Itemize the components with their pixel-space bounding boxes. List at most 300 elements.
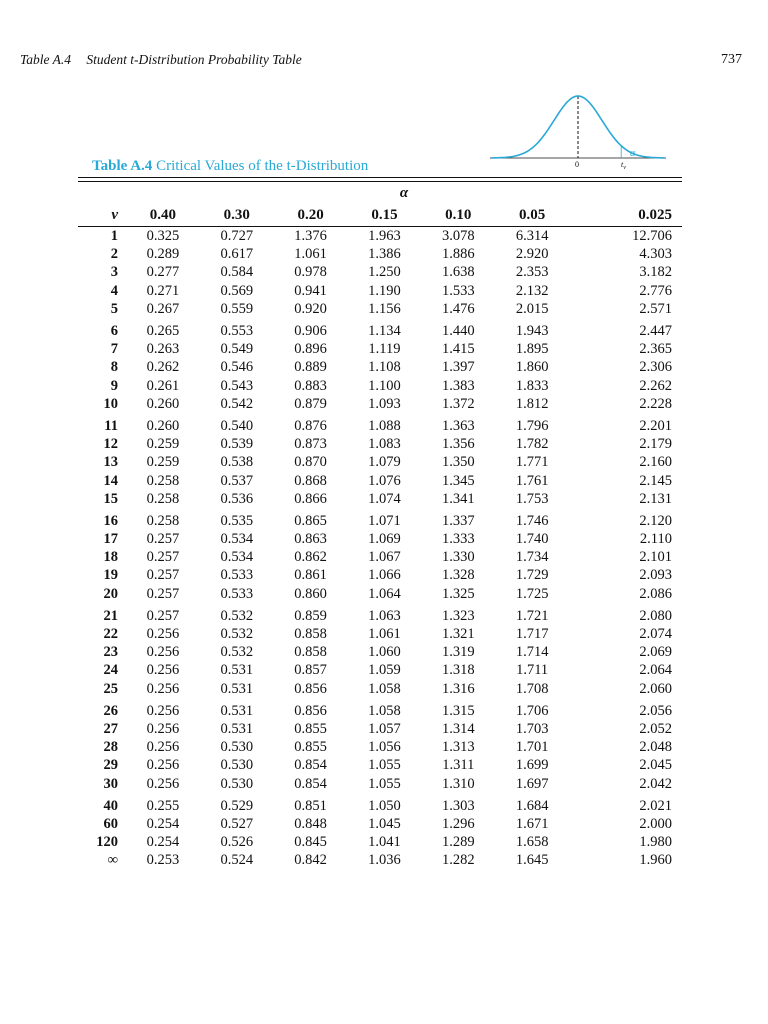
caption-label: Table A.4 <box>92 158 153 174</box>
critical-value-cell: 0.262 <box>146 359 180 376</box>
critical-value-cell: 1.282 <box>441 852 475 869</box>
degrees-of-freedom-cell: 5 <box>110 300 118 317</box>
degrees-of-freedom-cell: 3 <box>110 264 118 281</box>
critical-value-cell: 1.050 <box>368 797 401 814</box>
critical-value-cell: 1.363 <box>441 417 475 434</box>
alpha-header-spacer <box>78 182 126 204</box>
critical-value-cell: 1.190 <box>368 282 401 299</box>
critical-value-cell: 1.706 <box>515 702 549 719</box>
critical-value-cell: 1.250 <box>368 264 401 281</box>
column-header-row <box>78 204 682 227</box>
critical-value-cell: 0.855 <box>294 720 327 737</box>
running-head-table-ref: Table A.4 <box>20 52 72 67</box>
critical-value-cell: 0.258 <box>146 472 180 489</box>
critical-value-cell: 2.262 <box>639 377 672 394</box>
critical-value-cell: 2.145 <box>639 472 672 489</box>
critical-value-cell: 2.069 <box>639 644 672 661</box>
critical-value-cell: 0.842 <box>294 852 327 869</box>
critical-value-cell: 1.771 <box>515 454 549 471</box>
running-head-title: Student t-Distribution Probability Table <box>86 52 302 67</box>
critical-value-cell: 1.289 <box>441 834 475 851</box>
critical-value-cell: 0.267 <box>146 300 180 317</box>
critical-value-cell: 1.782 <box>515 436 549 453</box>
critical-value-cell: 0.261 <box>146 377 180 394</box>
critical-value-cell: 0.531 <box>220 680 254 697</box>
critical-value-cell: 1.323 <box>441 607 475 624</box>
critical-value-cell: 1.397 <box>441 359 475 376</box>
table-row <box>78 661 682 679</box>
critical-value-cell: 2.052 <box>639 720 672 737</box>
critical-value-cell: 1.067 <box>368 549 401 566</box>
critical-value-cell: 0.559 <box>220 300 254 317</box>
critical-value-cell: 1.350 <box>441 454 475 471</box>
degrees-of-freedom-cell: 8 <box>110 359 118 376</box>
critical-value-cell: 0.530 <box>220 775 254 792</box>
critical-value-cell: 4.303 <box>639 246 672 263</box>
column-header-1: 0.30 <box>200 204 274 227</box>
critical-value-cell: 1.330 <box>441 549 475 566</box>
critical-value-cell: 0.265 <box>146 323 180 340</box>
critical-value-cell: 1.476 <box>441 300 475 317</box>
table-row <box>78 395 682 413</box>
caption-text: Critical Values of the t-Distribution <box>156 158 369 174</box>
critical-value-cell: 0.256 <box>146 775 180 792</box>
table-row <box>78 607 682 625</box>
critical-value-cell: 1.311 <box>442 757 475 774</box>
v-header: v <box>111 207 118 224</box>
critical-value-cell: 1.041 <box>368 834 401 851</box>
degrees-of-freedom-cell: 30 <box>103 775 118 792</box>
critical-value-cell: 1.703 <box>515 720 549 737</box>
critical-value-cell: 0.325 <box>146 228 180 245</box>
critical-value-cell: 2.060 <box>639 680 672 697</box>
critical-value-cell: 1.064 <box>368 585 401 602</box>
table-row <box>78 453 682 471</box>
critical-value-cell: 1.321 <box>441 626 475 643</box>
critical-value-cell: 0.255 <box>146 797 180 814</box>
critical-value-cell: 1.063 <box>368 607 401 624</box>
critical-value-cell: 0.549 <box>220 341 254 358</box>
critical-value-cell: 0.889 <box>294 359 327 376</box>
critical-value-cell: 2.064 <box>639 662 672 679</box>
critical-value-cell: 1.960 <box>639 852 672 869</box>
critical-value-cell: 1.645 <box>515 852 549 869</box>
critical-value-cell: 0.256 <box>146 644 180 661</box>
critical-value-cell: 0.857 <box>294 662 327 679</box>
critical-value-cell: 0.531 <box>220 702 254 719</box>
critical-value-cell: 2.086 <box>639 585 672 602</box>
critical-value-cell: 0.543 <box>220 377 254 394</box>
critical-value-cell: 1.895 <box>515 341 549 358</box>
table-row <box>78 797 682 815</box>
critical-value-cell: 0.254 <box>146 815 180 832</box>
critical-value-cell: 1.119 <box>368 341 401 358</box>
critical-value-cell: 1.061 <box>368 626 401 643</box>
critical-value-cell: 0.569 <box>220 282 254 299</box>
table-row <box>78 851 682 869</box>
critical-value-cell: 1.079 <box>368 454 401 471</box>
table-row <box>78 774 682 792</box>
critical-value-cell: 0.978 <box>294 264 327 281</box>
critical-value-cell: 1.812 <box>515 395 549 412</box>
critical-value-cell: 1.658 <box>515 834 549 851</box>
critical-value-cell: 0.860 <box>294 585 327 602</box>
critical-value-cell: 1.083 <box>368 436 401 453</box>
critical-value-cell: 1.156 <box>368 300 401 317</box>
critical-value-cell: 1.341 <box>441 490 475 507</box>
critical-value-cell: 2.120 <box>639 512 672 529</box>
critical-value-cell: 1.345 <box>441 472 475 489</box>
critical-value-cell: 1.860 <box>515 359 549 376</box>
critical-value-cell: 2.365 <box>639 341 672 358</box>
figure-t-subscript: v <box>623 165 626 171</box>
critical-value-cell: 0.906 <box>294 323 327 340</box>
critical-value-cell: 1.093 <box>368 395 401 412</box>
degrees-of-freedom-cell: 120 <box>96 834 118 851</box>
column-header-3: 0.15 <box>348 204 422 227</box>
critical-value-cell: 3.078 <box>441 228 475 245</box>
table-row <box>78 756 682 774</box>
critical-values-table <box>78 182 682 869</box>
degrees-of-freedom-cell: 2 <box>110 246 118 263</box>
critical-value-cell: 1.057 <box>368 720 401 737</box>
critical-value-cell: 1.045 <box>368 815 401 832</box>
critical-value-cell: 0.856 <box>294 680 327 697</box>
table-row <box>78 282 682 300</box>
critical-value-cell: 0.253 <box>146 852 180 869</box>
critical-value-cell: 0.542 <box>220 395 254 412</box>
critical-value-cell: 2.093 <box>639 567 672 584</box>
degrees-of-freedom-cell: 7 <box>110 341 118 358</box>
table-row <box>78 585 682 603</box>
critical-value-cell: 2.306 <box>639 359 672 376</box>
critical-value-cell: 2.015 <box>515 300 549 317</box>
critical-value-cell: 0.277 <box>146 264 180 281</box>
critical-value-cell: 0.546 <box>220 359 254 376</box>
table-row <box>78 815 682 833</box>
critical-value-cell: 0.256 <box>146 662 180 679</box>
critical-value-cell: 0.534 <box>220 549 254 566</box>
critical-value-cell: 0.256 <box>146 739 180 756</box>
critical-value-cell: 1.076 <box>368 472 401 489</box>
table-row <box>78 263 682 281</box>
column-header-2: 0.20 <box>274 204 348 227</box>
critical-value-cell: 0.920 <box>294 300 327 317</box>
critical-value-cell: 2.080 <box>639 607 672 624</box>
degrees-of-freedom-cell: 24 <box>103 662 118 679</box>
critical-value-cell: 0.257 <box>146 567 180 584</box>
critical-value-cell: 0.259 <box>146 454 180 471</box>
critical-value-cell: 1.943 <box>515 323 549 340</box>
critical-value-cell: 0.527 <box>220 815 254 832</box>
degrees-of-freedom-cell: 4 <box>110 282 118 299</box>
critical-value-cell: 2.101 <box>639 549 672 566</box>
critical-value-cell: 0.534 <box>220 531 254 548</box>
critical-value-cell: 0.727 <box>220 228 254 245</box>
alpha-header: α <box>399 185 409 201</box>
critical-value-cell: 1.055 <box>368 775 401 792</box>
critical-value-cell: 1.533 <box>441 282 475 299</box>
table-caption <box>92 158 368 175</box>
column-header-5: 0.05 <box>495 204 569 227</box>
critical-value-cell: 2.045 <box>639 757 672 774</box>
critical-value-cell: 1.708 <box>515 680 549 697</box>
critical-value-cell: 0.271 <box>146 282 180 299</box>
critical-value-cell: 1.796 <box>515 417 549 434</box>
table-body <box>78 227 682 870</box>
critical-value-cell: 2.042 <box>639 775 672 792</box>
critical-value-cell: 1.697 <box>515 775 549 792</box>
critical-value-cell: 1.833 <box>515 377 549 394</box>
critical-value-cell: 1.684 <box>515 797 549 814</box>
critical-value-cell: 0.868 <box>294 472 327 489</box>
critical-value-cell: 0.531 <box>220 662 254 679</box>
table-row <box>78 435 682 453</box>
critical-value-cell: 1.313 <box>441 739 475 756</box>
degrees-of-freedom-cell: 29 <box>103 757 118 774</box>
critical-value-cell: 1.356 <box>441 436 475 453</box>
degrees-of-freedom-cell: 19 <box>103 567 118 584</box>
table-row <box>78 548 682 566</box>
critical-value-cell: 1.314 <box>441 720 475 737</box>
degrees-of-freedom-cell: 10 <box>103 395 118 412</box>
critical-value-cell: 0.533 <box>220 567 254 584</box>
critical-value-cell: 0.854 <box>294 757 327 774</box>
critical-value-cell: 0.532 <box>220 644 254 661</box>
critical-value-cell: 0.263 <box>146 341 180 358</box>
column-header-4: 0.10 <box>421 204 495 227</box>
figure-zero-label: 0 <box>575 160 579 169</box>
critical-value-cell: 0.855 <box>294 739 327 756</box>
critical-value-cell: 0.524 <box>220 852 254 869</box>
critical-value-cell: 0.260 <box>146 395 180 412</box>
critical-value-cell: 0.532 <box>220 626 254 643</box>
critical-value-cell: 2.179 <box>639 436 672 453</box>
table-row <box>78 720 682 738</box>
critical-value-cell: 3.182 <box>639 264 672 281</box>
alpha-header-row <box>78 182 682 204</box>
table-row <box>78 340 682 358</box>
table-row <box>78 471 682 489</box>
critical-value-cell: 1.372 <box>441 395 475 412</box>
degrees-of-freedom-cell: 9 <box>110 377 118 394</box>
degrees-of-freedom-cell: 40 <box>103 797 118 814</box>
degrees-of-freedom-cell: 26 <box>103 702 118 719</box>
critical-value-cell: 1.740 <box>515 531 549 548</box>
critical-value-cell: 0.845 <box>294 834 327 851</box>
degrees-of-freedom-cell: ∞ <box>107 852 118 869</box>
critical-value-cell: 1.303 <box>441 797 475 814</box>
degrees-of-freedom-cell: 25 <box>103 680 118 697</box>
critical-value-cell: 1.059 <box>368 662 401 679</box>
critical-value-cell: 0.553 <box>220 323 254 340</box>
critical-value-cell: 1.714 <box>515 644 549 661</box>
critical-value-cell: 2.571 <box>639 300 672 317</box>
degrees-of-freedom-cell: 21 <box>103 607 118 624</box>
critical-value-cell: 0.873 <box>294 436 327 453</box>
critical-value-cell: 0.865 <box>294 512 327 529</box>
critical-value-cell: 0.526 <box>220 834 254 851</box>
critical-value-cell: 0.256 <box>146 720 180 737</box>
degrees-of-freedom-cell: 17 <box>103 531 118 548</box>
critical-value-cell: 1.761 <box>515 472 549 489</box>
critical-value-cell: 1.337 <box>441 512 475 529</box>
critical-value-cell: 0.260 <box>146 417 180 434</box>
critical-value-cell: 0.848 <box>294 815 327 832</box>
critical-value-cell: 2.353 <box>515 264 549 281</box>
critical-value-cell: 0.858 <box>294 626 327 643</box>
critical-value-cell: 0.896 <box>294 341 327 358</box>
critical-value-cell: 1.310 <box>441 775 475 792</box>
critical-value-cell: 1.036 <box>368 852 401 869</box>
critical-value-cell: 2.048 <box>639 739 672 756</box>
critical-value-cell: 0.851 <box>294 797 327 814</box>
critical-value-cell: 0.257 <box>146 549 180 566</box>
figure-alpha-label: α <box>630 148 636 159</box>
critical-value-cell: 6.314 <box>515 228 549 245</box>
degrees-of-freedom-cell: 13 <box>103 454 118 471</box>
running-head-left <box>20 52 314 68</box>
critical-value-cell: 1.055 <box>368 757 401 774</box>
critical-value-cell: 1.061 <box>294 246 327 263</box>
critical-value-cell: 1.319 <box>441 644 475 661</box>
critical-value-cell: 0.531 <box>220 720 254 737</box>
critical-value-cell: 0.258 <box>146 512 180 529</box>
column-header-0: 0.40 <box>126 204 200 227</box>
critical-value-cell: 1.376 <box>294 228 327 245</box>
table-row <box>78 702 682 720</box>
table-row <box>78 643 682 661</box>
critical-value-cell: 2.000 <box>639 815 672 832</box>
degrees-of-freedom-cell: 28 <box>103 739 118 756</box>
critical-value-cell: 1.108 <box>368 359 401 376</box>
critical-value-cell: 2.074 <box>639 626 672 643</box>
critical-value-cell: 1.100 <box>368 377 401 394</box>
critical-value-cell: 1.746 <box>515 512 549 529</box>
degrees-of-freedom-cell: 60 <box>103 815 118 832</box>
critical-value-cell: 1.328 <box>441 567 475 584</box>
degrees-of-freedom-cell: 20 <box>103 585 118 602</box>
table-row <box>78 377 682 395</box>
table-row <box>78 245 682 263</box>
table-row <box>78 566 682 584</box>
critical-value-cell: 0.866 <box>294 490 327 507</box>
critical-value-cell: 0.256 <box>146 626 180 643</box>
critical-value-cell: 0.530 <box>220 757 254 774</box>
degrees-of-freedom-cell: 12 <box>103 436 118 453</box>
critical-value-cell: 1.134 <box>368 323 401 340</box>
critical-value-cell: 0.289 <box>146 246 180 263</box>
critical-value-cell: 0.617 <box>220 246 254 263</box>
critical-value-cell: 2.776 <box>639 282 672 299</box>
critical-value-cell: 12.706 <box>632 228 672 245</box>
figure-t-label <box>621 160 626 171</box>
critical-value-cell: 0.538 <box>220 454 254 471</box>
critical-value-cell: 0.858 <box>294 644 327 661</box>
critical-value-cell: 0.540 <box>220 417 254 434</box>
critical-value-cell: 1.699 <box>515 757 549 774</box>
critical-value-cell: 1.060 <box>368 644 401 661</box>
critical-value-cell: 1.886 <box>441 246 475 263</box>
critical-value-cell: 0.941 <box>294 282 327 299</box>
degrees-of-freedom-cell: 18 <box>103 549 118 566</box>
critical-value-cell: 1.074 <box>368 490 401 507</box>
degrees-of-freedom-cell: 16 <box>103 512 118 529</box>
page-number: 737 <box>721 52 742 67</box>
critical-value-cell: 0.539 <box>220 436 254 453</box>
critical-value-cell: 1.296 <box>441 815 475 832</box>
critical-value-cell: 0.257 <box>146 607 180 624</box>
degrees-of-freedom-cell: 22 <box>103 626 118 643</box>
critical-value-cell: 1.383 <box>441 377 475 394</box>
degrees-of-freedom-cell: 1 <box>110 227 118 244</box>
degrees-of-freedom-cell: 14 <box>103 472 118 489</box>
critical-value-cell: 2.160 <box>639 454 672 471</box>
table-row <box>78 833 682 851</box>
critical-value-cell: 1.729 <box>515 567 549 584</box>
critical-value-cell: 1.717 <box>515 626 549 643</box>
critical-value-cell: 1.725 <box>515 585 549 602</box>
degrees-of-freedom-cell: 15 <box>103 490 118 507</box>
table-row <box>78 625 682 643</box>
degrees-of-freedom-cell: 6 <box>110 323 118 340</box>
table-row <box>78 530 682 548</box>
critical-value-cell: 1.315 <box>441 702 475 719</box>
critical-value-cell: 1.701 <box>515 739 549 756</box>
critical-value-cell: 1.721 <box>515 607 549 624</box>
table-row <box>78 680 682 698</box>
table-row <box>78 738 682 756</box>
critical-value-cell: 0.254 <box>146 834 180 851</box>
critical-value-cell: 1.066 <box>368 567 401 584</box>
critical-value-cell: 1.638 <box>441 264 475 281</box>
critical-value-cell: 1.980 <box>639 834 672 851</box>
t-distribution-figure <box>488 86 668 174</box>
critical-value-cell: 0.530 <box>220 739 254 756</box>
critical-value-cell: 1.333 <box>441 531 475 548</box>
critical-value-cell: 1.386 <box>368 246 401 263</box>
critical-value-cell: 0.257 <box>146 585 180 602</box>
critical-value-cell: 1.056 <box>368 739 401 756</box>
critical-value-cell: 1.963 <box>368 228 401 245</box>
critical-value-cell: 1.316 <box>441 680 475 697</box>
critical-value-cell: 1.753 <box>515 490 549 507</box>
critical-value-cell: 0.259 <box>146 436 180 453</box>
critical-value-cell: 0.856 <box>294 702 327 719</box>
table-row <box>78 512 682 530</box>
table-row <box>78 358 682 376</box>
column-header-6: 0.025 <box>569 204 682 227</box>
critical-value-cell: 1.325 <box>441 585 475 602</box>
top-rule-1 <box>78 177 682 178</box>
critical-value-cell: 0.863 <box>294 531 327 548</box>
critical-value-cell: 1.069 <box>368 531 401 548</box>
critical-value-cell: 2.228 <box>639 395 672 412</box>
critical-value-cell: 0.256 <box>146 702 180 719</box>
table-row <box>78 322 682 340</box>
critical-value-cell: 2.132 <box>515 282 549 299</box>
table-row <box>78 300 682 318</box>
critical-value-cell: 1.071 <box>368 512 401 529</box>
critical-value-cell: 0.536 <box>220 490 254 507</box>
critical-value-cell: 2.056 <box>639 702 672 719</box>
critical-value-cell: 0.861 <box>294 567 327 584</box>
critical-value-cell: 1.058 <box>368 702 401 719</box>
critical-value-cell: 2.201 <box>639 417 672 434</box>
table-row <box>78 227 682 246</box>
critical-value-cell: 0.876 <box>294 417 327 434</box>
degrees-of-freedom-cell: 11 <box>104 417 118 434</box>
